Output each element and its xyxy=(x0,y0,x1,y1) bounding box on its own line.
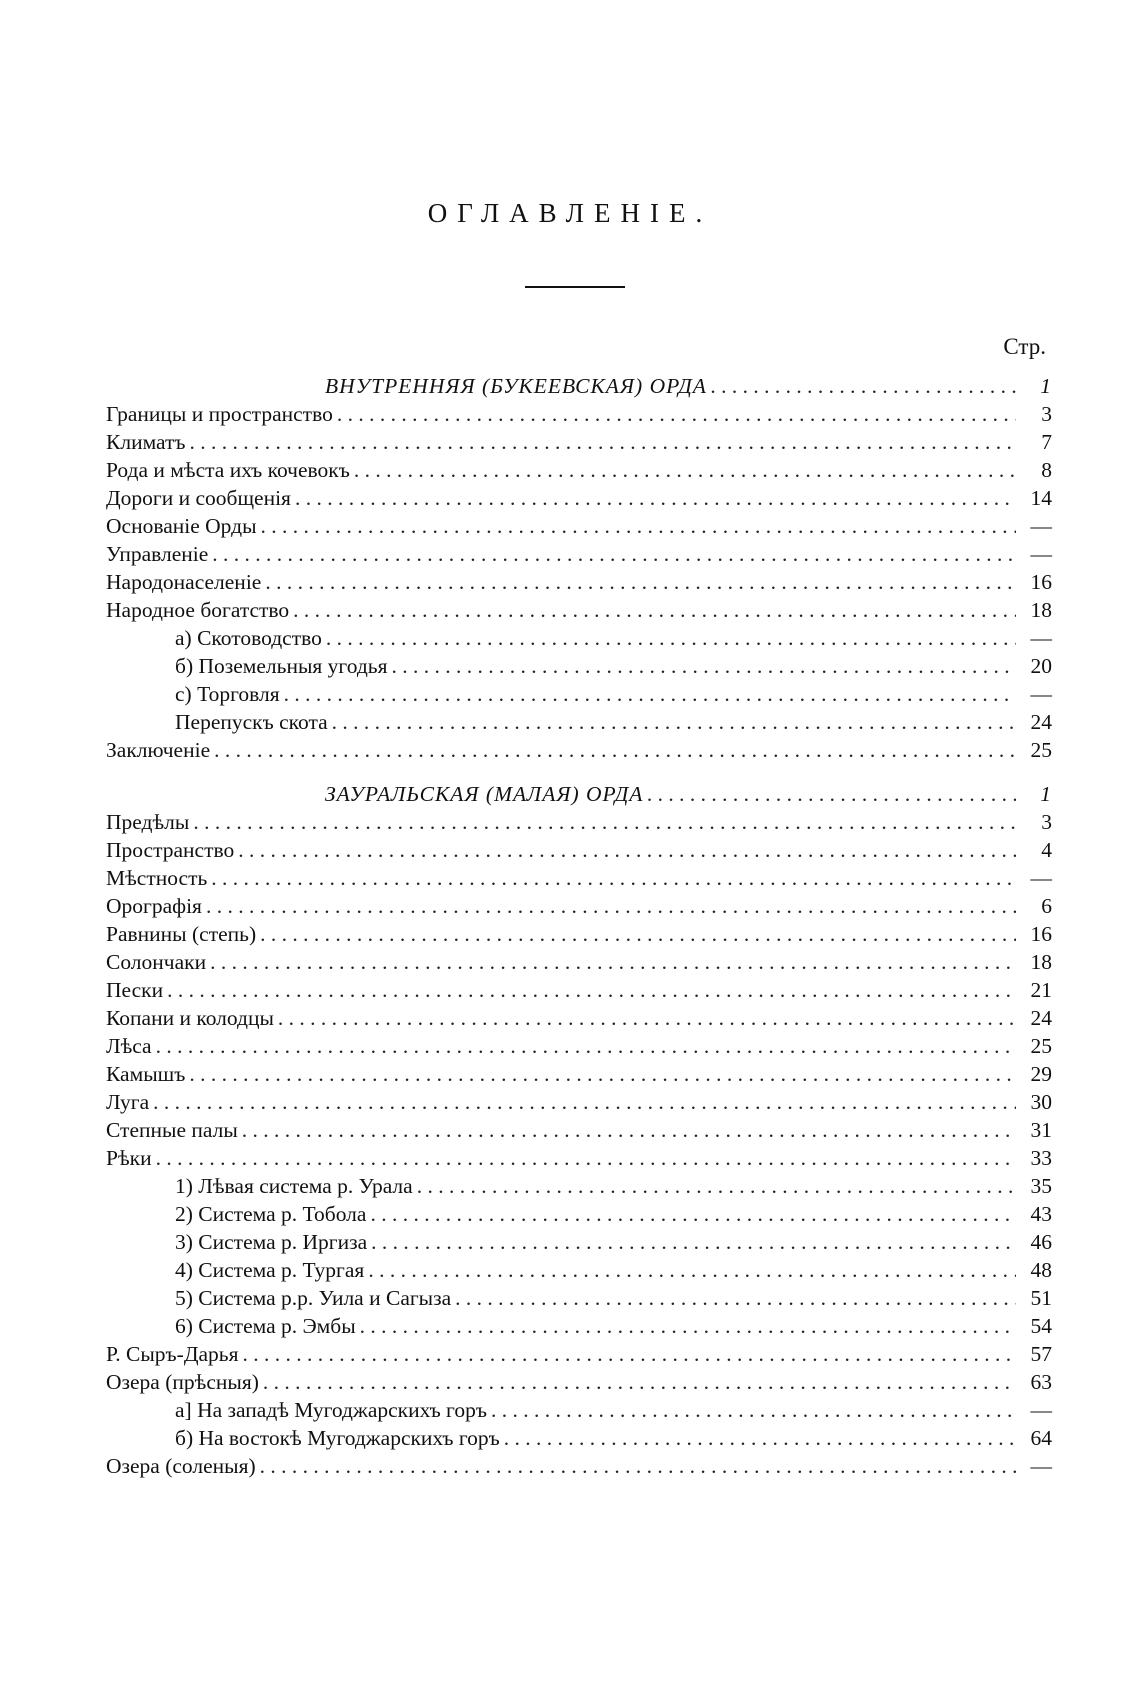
dot-leader xyxy=(284,680,1016,708)
toc-page-number: 48 xyxy=(1030,1258,1052,1282)
toc-page-number: 63 xyxy=(1030,1370,1052,1394)
dot-leader xyxy=(391,652,1016,680)
toc-entry xyxy=(0,708,1140,736)
toc-entry-label: Солончаки xyxy=(106,950,207,974)
toc-entry xyxy=(0,400,1140,428)
toc-entry xyxy=(0,624,1140,652)
toc-entry xyxy=(0,540,1140,568)
toc-page-number: 14 xyxy=(1030,486,1052,510)
toc-entry-label: с) Торговля xyxy=(175,682,280,706)
dot-leader xyxy=(261,512,1016,540)
toc-page-number: 18 xyxy=(1030,950,1052,974)
dot-leader xyxy=(368,1256,1016,1284)
toc-page-number: — xyxy=(1030,626,1052,650)
toc-entry-label: 6) Система р. Эмбы xyxy=(175,1314,356,1338)
toc-entry-label: 2) Система р. Тобола xyxy=(175,1202,367,1226)
toc-entry-label: Орографія xyxy=(106,894,202,918)
toc-entry-label: а] На западѣ Мугоджарскихъ горъ xyxy=(175,1398,487,1422)
toc-entry-label: Основаніе Орды xyxy=(106,514,257,538)
dot-leader xyxy=(491,1396,1016,1424)
toc-entry-label: Дороги и сообщенія xyxy=(106,486,291,510)
toc-entry xyxy=(0,1396,1140,1424)
toc-entry xyxy=(0,1116,1140,1144)
dot-leader xyxy=(278,1004,1016,1032)
dot-leader xyxy=(504,1424,1016,1452)
toc-page-number: — xyxy=(1030,542,1052,566)
dot-leader xyxy=(354,456,1016,484)
toc-entry xyxy=(0,484,1140,512)
toc-page-number: 46 xyxy=(1030,1230,1052,1254)
toc-entry xyxy=(0,808,1140,836)
toc-page-number: 25 xyxy=(1030,1034,1052,1058)
dot-leader xyxy=(156,1032,1016,1060)
toc-entry xyxy=(0,652,1140,680)
toc-page-number: — xyxy=(1030,1398,1052,1422)
toc-page-number: 30 xyxy=(1030,1090,1052,1114)
toc-entry-label: Перепускъ скота xyxy=(175,710,328,734)
toc-entry xyxy=(0,1340,1140,1368)
toc-entry xyxy=(0,1452,1140,1480)
toc-page-number: 33 xyxy=(1030,1146,1052,1170)
toc-entry-label: Пространство xyxy=(106,838,235,862)
toc-page-number: 21 xyxy=(1030,978,1052,1002)
dot-leader xyxy=(295,484,1016,512)
toc-page-number: 7 xyxy=(1041,430,1052,454)
dot-leader xyxy=(190,428,1016,456)
dot-leader xyxy=(263,1368,1016,1396)
toc-page-number: 18 xyxy=(1030,598,1052,622)
toc-page-number: — xyxy=(1030,682,1052,706)
dot-leader xyxy=(242,1116,1016,1144)
toc-entry-label: Р. Сыръ-Дарья xyxy=(106,1342,239,1366)
toc-page-number: 24 xyxy=(1030,710,1052,734)
toc-entry xyxy=(0,1368,1140,1396)
toc-entry xyxy=(0,596,1140,624)
toc-entry xyxy=(0,976,1140,1004)
toc-entry xyxy=(0,1200,1140,1228)
dot-leader xyxy=(260,920,1016,948)
dot-leader xyxy=(156,1144,1016,1172)
toc-section-heading xyxy=(0,372,1140,400)
toc-entry-label: Копани и колодцы xyxy=(106,1006,274,1030)
title-divider xyxy=(525,286,625,288)
toc-entry xyxy=(0,736,1140,764)
toc-entry-label: 1) Лѣвая система р. Урала xyxy=(175,1174,413,1198)
dot-leader xyxy=(326,624,1016,652)
toc-page-number: 24 xyxy=(1030,1006,1052,1030)
toc-entry-label: Озера (соленыя) xyxy=(106,1454,256,1478)
table-of-contents xyxy=(0,372,1140,1480)
toc-page-number: 16 xyxy=(1030,922,1052,946)
page-title: ОГЛАВЛЕНІЕ. xyxy=(427,198,713,228)
toc-entry-label: Степные палы xyxy=(106,1118,238,1142)
toc-entry xyxy=(0,428,1140,456)
toc-page-number: 16 xyxy=(1030,570,1052,594)
toc-page-number: 20 xyxy=(1030,654,1052,678)
toc-entry xyxy=(0,1004,1140,1032)
toc-page-number: 3 xyxy=(1041,402,1052,426)
dot-leader xyxy=(243,1340,1017,1368)
dot-leader xyxy=(337,400,1016,428)
dot-leader xyxy=(189,1060,1016,1088)
toc-page-number: — xyxy=(1030,514,1052,538)
toc-entry xyxy=(0,1144,1140,1172)
toc-entry-label: Предѣлы xyxy=(106,810,190,834)
toc-entry xyxy=(0,1032,1140,1060)
toc-entry xyxy=(0,920,1140,948)
dot-leader xyxy=(293,596,1016,624)
toc-entry-label: Народное богатство xyxy=(106,598,290,622)
toc-entry-label: Камышъ xyxy=(106,1062,186,1086)
toc-entry xyxy=(0,1256,1140,1284)
toc-page-number: 57 xyxy=(1030,1342,1052,1366)
toc-entry-label: Климатъ xyxy=(106,430,186,454)
toc-entry-label: 5) Система р.р. Уила и Сагыза xyxy=(175,1286,452,1310)
toc-page-number: 1 xyxy=(1040,782,1052,806)
dot-leader xyxy=(332,708,1016,736)
toc-entry-label: а) Скотоводство xyxy=(175,626,322,650)
toc-entry-label: Рѣки xyxy=(106,1146,152,1170)
toc-entry xyxy=(0,1088,1140,1116)
dot-leader xyxy=(260,1452,1016,1480)
dot-leader xyxy=(193,808,1016,836)
toc-page-number: 35 xyxy=(1030,1174,1052,1198)
toc-page-number: 29 xyxy=(1030,1062,1052,1086)
toc-page-number: 64 xyxy=(1030,1426,1052,1450)
toc-entry-label: ЗАУРАЛЬСКАЯ (МАЛАЯ) ОРДА xyxy=(325,782,644,806)
toc-section-heading xyxy=(0,780,1140,808)
toc-entry xyxy=(0,568,1140,596)
toc-entry-label: Заключеніе xyxy=(106,738,211,762)
toc-entry-label: Народонаселеніе xyxy=(106,570,262,594)
toc-page-number: 1 xyxy=(1040,374,1052,398)
toc-entry-label: б) На востокѣ Мугоджарскихъ горъ xyxy=(175,1426,500,1450)
toc-entry-label: б) Поземельныя угодья xyxy=(175,654,388,678)
page-column-label: Стр. xyxy=(1003,334,1046,359)
dot-leader xyxy=(370,1200,1016,1228)
toc-entry-label: Равнины (степь) xyxy=(106,922,257,946)
dot-leader xyxy=(360,1312,1016,1340)
toc-entry xyxy=(0,836,1140,864)
toc-entry-label: 3) Система р. Иргиза xyxy=(175,1230,368,1254)
toc-page-number: 6 xyxy=(1041,894,1052,918)
toc-page-number: — xyxy=(1030,866,1052,890)
toc-page-number: — xyxy=(1030,1454,1052,1478)
toc-entry-label: Лѣса xyxy=(106,1034,152,1058)
dot-leader xyxy=(211,864,1016,892)
dot-leader xyxy=(214,736,1016,764)
toc-entry xyxy=(0,948,1140,976)
toc-entry xyxy=(0,512,1140,540)
toc-entry-label: Управленіе xyxy=(106,542,209,566)
dot-leader xyxy=(153,1088,1016,1116)
toc-entry xyxy=(0,1060,1140,1088)
toc-entry-label: ВНУТРЕННЯЯ (БУКЕЕВСКАЯ) ОРДА xyxy=(325,374,707,398)
toc-page-number: 43 xyxy=(1030,1202,1052,1226)
toc-entry xyxy=(0,892,1140,920)
toc-entry-label: Озера (прѣсныя) xyxy=(106,1370,259,1394)
dot-leader xyxy=(206,892,1016,920)
toc-page-number: 3 xyxy=(1041,810,1052,834)
toc-entry-label: Границы и пространство xyxy=(106,402,333,426)
dot-leader xyxy=(167,976,1016,1004)
dot-leader xyxy=(238,836,1016,864)
dot-leader xyxy=(212,540,1016,568)
dot-leader xyxy=(210,948,1016,976)
toc-entry xyxy=(0,1228,1140,1256)
dot-leader xyxy=(647,780,1016,808)
toc-entry-label: 4) Система р. Тургая xyxy=(175,1258,365,1282)
toc-page-number: 51 xyxy=(1030,1286,1052,1310)
dot-leader xyxy=(711,372,1016,400)
toc-page-number: 4 xyxy=(1041,838,1052,862)
toc-entry xyxy=(0,680,1140,708)
dot-leader xyxy=(417,1172,1016,1200)
dot-leader xyxy=(455,1284,1016,1312)
toc-entry-label: Рода и мѣста ихъ кочевокъ xyxy=(106,458,350,482)
dot-leader xyxy=(265,568,1016,596)
toc-page-number: 54 xyxy=(1030,1314,1052,1338)
toc-page-number: 25 xyxy=(1030,738,1052,762)
toc-page-number: 31 xyxy=(1030,1118,1052,1142)
toc-page-number: 8 xyxy=(1041,458,1052,482)
toc-entry xyxy=(0,1284,1140,1312)
toc-entry xyxy=(0,1312,1140,1340)
toc-entry-label: Мѣстность xyxy=(106,866,208,890)
toc-entry xyxy=(0,456,1140,484)
toc-entry-label: Пески xyxy=(106,978,164,1002)
toc-entry-label: Луга xyxy=(106,1090,150,1114)
toc-entry xyxy=(0,1424,1140,1452)
dot-leader xyxy=(371,1228,1016,1256)
toc-entry xyxy=(0,1172,1140,1200)
toc-entry xyxy=(0,864,1140,892)
